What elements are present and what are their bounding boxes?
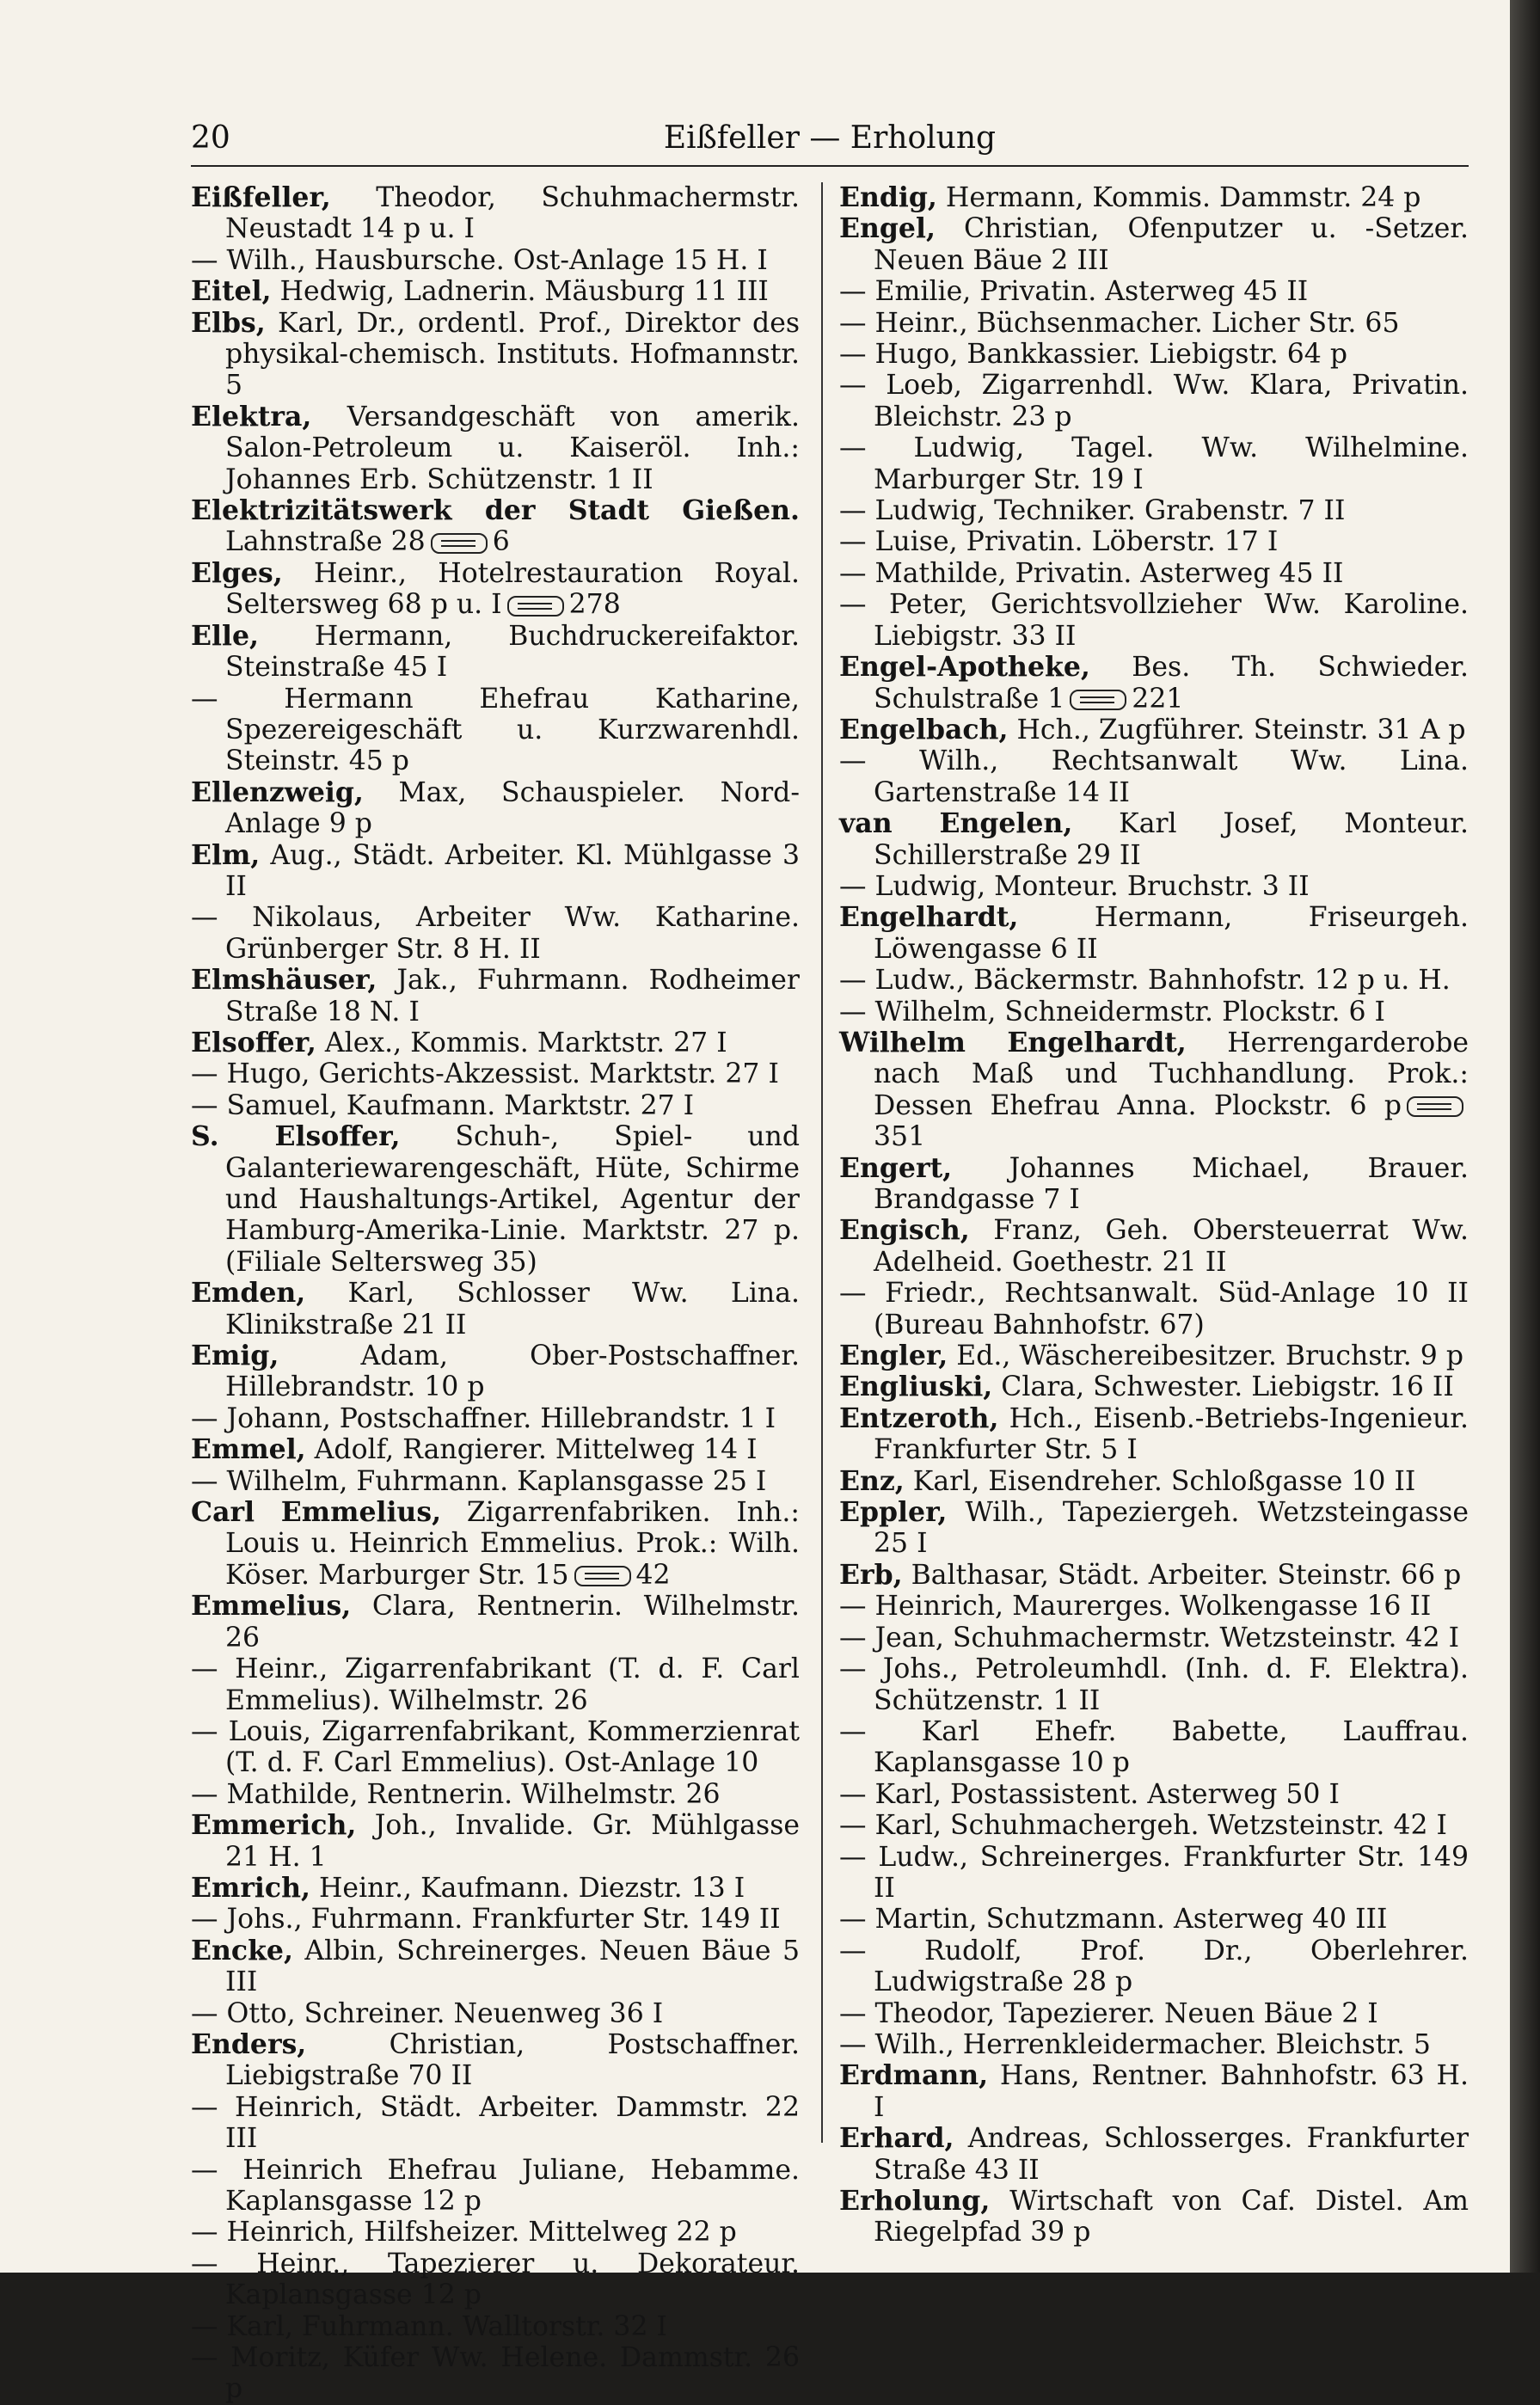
entry-details: — Johs., Petroleumhdl. (Inh. d. F. Elektra). Schützenstr. 1 II xyxy=(839,1653,1469,1716)
entry-details: Zigarrenfabriken. Inh.: Louis u. Heinrich Emmelius. Prok.: Wilh. Köser. Marburger Str. 15 xyxy=(225,1497,800,1591)
entry-details: Karl Josef, Monteur. Schillerstraße 29 II xyxy=(874,808,1469,871)
entry-name: Engelbach, xyxy=(839,713,1009,745)
entry-details: Hch., Zugführer. Steinstr. 31 A p xyxy=(1008,714,1466,745)
entry-name: Elbs, xyxy=(191,306,266,339)
phone-number: 42 xyxy=(635,1559,671,1591)
entry-details: Karl, Dr., ordentl. Prof., Direktor des physikal-chemisch. Instituts. Hofmannstr. 5 xyxy=(225,307,800,402)
entry-name: Elektrizitätswerk der Stadt Gießen. xyxy=(191,494,800,527)
entry-details: — Nikolaus, Arbeiter Ww. Katharine. Grünberger Str. 8 H. II xyxy=(191,902,800,965)
entry-details: Schuh-, Spiel- und Galanteriewarengeschäft, Hüte, Schirme und Haushaltungs-Artikel, Agentur der Hamburg-Amerika-Linie. Marktstr. 27 p. (Filiale Seltersweg 35) xyxy=(225,1121,800,1278)
entry-name: Elle, xyxy=(191,619,259,652)
entry-name: Elsoffer, xyxy=(191,1026,316,1058)
entry-details: — Johann, Postschaffner. Hillebrandstr. 1 I xyxy=(191,1402,776,1434)
directory-entry xyxy=(839,1466,1469,1497)
directory-entry xyxy=(191,1779,800,1810)
directory-entry xyxy=(191,1434,800,1465)
entry-details: — Loeb, Zigarrenhdl. Ww. Klara, Privatin. Bleichstr. 23 p xyxy=(839,370,1469,433)
directory-entry xyxy=(839,526,1469,557)
entry-details: — Rudolf, Prof. Dr., Oberlehrer. Ludwigstraße 28 p xyxy=(839,1935,1469,1998)
directory-entry xyxy=(839,1653,1469,1716)
directory-entry xyxy=(839,1716,1469,1779)
entry-details: — Jean, Schuhmachermstr. Wetzsteinstr. 42 I xyxy=(839,1622,1460,1653)
entry-details: Hermann, Friseurgeh. Löwengasse 6 II xyxy=(874,902,1469,965)
directory-entry xyxy=(839,1560,1469,1591)
directory-entry xyxy=(191,2029,800,2092)
entry-details: — Karl, Fuhrmann. Walltorstr. 32 I xyxy=(191,2310,667,2342)
entry-details: Karl, Schlosser Ww. Lina. Klinikstraße 21 II xyxy=(225,1278,800,1341)
entry-details: — Wilh., Rechtsanwalt Ww. Lina. Gartenstraße 14 II xyxy=(839,745,1469,808)
directory-entry xyxy=(839,1936,1469,1998)
directory-entry xyxy=(191,1810,800,1873)
entry-details: — Moritz, Küfer Ww. Helene. Dammstr. 26 p xyxy=(191,2342,800,2405)
directory-entry xyxy=(191,1873,800,1904)
entry-details: Clara, Schwester. Liebigstr. 16 II xyxy=(992,1371,1454,1403)
entry-name: Eißfeller, xyxy=(191,181,331,213)
entry-details: — Ludw., Bäckermstr. Bahnhofstr. 12 p u. H. xyxy=(839,965,1451,997)
entry-details: — Wilh., Herrenkleidermacher. Bleichstr. 5 xyxy=(839,2028,1431,2060)
entry-details: Aug., Städt. Arbeiter. Kl. Mühlgasse 3 II xyxy=(225,839,800,902)
entry-details: Wilh., Tapeziergeh. Wetzsteingasse 25 I xyxy=(874,1497,1469,1560)
entry-details: — Heinrich, Maurerges. Wolkengasse 16 II xyxy=(839,1591,1432,1623)
directory-entry xyxy=(839,1623,1469,1653)
entry-name: Elm, xyxy=(191,838,261,871)
directory-entry xyxy=(191,1121,800,1278)
directory-entry xyxy=(191,2092,800,2155)
directory-entry xyxy=(191,1904,800,1935)
entry-details: Wirtschaft von Caf. Distel. Am Riegelpfad 39 p xyxy=(874,2186,1469,2249)
telephone-icon xyxy=(431,533,488,554)
entry-name: Emmel, xyxy=(191,1433,306,1466)
directory-entry xyxy=(839,2029,1469,2060)
telephone-icon xyxy=(574,1566,631,1586)
right-column xyxy=(839,182,1469,2249)
entry-details: — Wilh., Hausbursche. Ost-Anlage 15 H. I xyxy=(191,244,768,276)
entry-name: Encke, xyxy=(191,1934,293,1966)
entry-details: — Heinrich, Städt. Arbeiter. Dammstr. 22 III xyxy=(191,2091,800,2155)
entry-name: Elmshäuser, xyxy=(191,964,377,997)
entry-details: — Hugo, Bankkassier. Liebigstr. 64 p xyxy=(839,339,1348,371)
entry-name: Elektra, xyxy=(191,400,312,433)
directory-entry xyxy=(839,715,1469,745)
entry-details: Herrengarderobe nach Maß und Tuchhandlung. Prok.: Dessen Ehefrau Anna. Plockstr. 6 p xyxy=(874,1027,1469,1121)
entry-details: Hermann, Buchdruckereifaktor. Steinstraße 45 I xyxy=(225,620,800,684)
directory-entry xyxy=(191,1090,800,1121)
entry-name: Entzeroth, xyxy=(839,1402,999,1434)
entry-name: Erdmann, xyxy=(839,2059,989,2092)
entry-details: Hch., Eisenb.-Betriebs-Ingenieur. Frankfurter Str. 5 I xyxy=(874,1402,1469,1466)
directory-entry xyxy=(839,558,1469,589)
directory-entry xyxy=(839,2123,1469,2186)
directory-entry xyxy=(839,1278,1469,1341)
entry-name: Erhard, xyxy=(839,2122,954,2155)
directory-entry xyxy=(839,808,1469,871)
directory-entry xyxy=(839,871,1469,902)
directory-entry xyxy=(191,276,800,307)
directory-entry xyxy=(839,276,1469,307)
directory-entry xyxy=(191,245,800,276)
directory-entry xyxy=(839,1998,1469,2029)
entry-name: Eitel, xyxy=(191,275,272,308)
directory-entry xyxy=(191,1466,800,1497)
phone-number: 221 xyxy=(1132,683,1184,715)
directory-entry xyxy=(839,433,1469,495)
entry-name: Emrich, xyxy=(191,1871,310,1904)
entry-details: — Karl, Postassistent. Asterweg 50 I xyxy=(839,1778,1340,1810)
entry-name: S. Elsoffer, xyxy=(191,1120,401,1153)
directory-entry xyxy=(839,1341,1469,1371)
entry-details: Hedwig, Ladnerin. Mäusburg 11 III xyxy=(271,276,769,308)
entry-details: Jak., Fuhrmann. Rodheimer Straße 18 N. I xyxy=(225,965,800,1028)
entry-details: — Heinr., Büchsenmacher. Licher Str. 65 xyxy=(839,307,1400,339)
directory-entry xyxy=(191,840,800,903)
directory-entry xyxy=(191,1998,800,2029)
entry-details: Adam, Ober-Postschaffner. Hillebrandstr. 10 p xyxy=(225,1341,800,1403)
directory-entry xyxy=(191,621,800,684)
directory-entry xyxy=(839,1497,1469,1560)
entry-details: Johannes Michael, Brauer. Brandgasse 7 I xyxy=(874,1152,1469,1215)
entry-details: Hans, Rentner. Bahnhofstr. 63 H. I xyxy=(874,2060,1469,2123)
directory-entry xyxy=(839,1904,1469,1935)
directory-entry xyxy=(839,2186,1469,2249)
entry-details: Lahnstraße 28 xyxy=(225,526,426,558)
entry-details: — Heinr., Tapezierer u. Dekorateur. Kaplansgasse 12 p xyxy=(191,2248,800,2311)
left-column xyxy=(191,182,800,2405)
phone-number: 351 xyxy=(874,1121,926,1153)
entry-details: Versandgeschäft von amerik. Salon-Petroleum u. Kaiseröl. Inh.: Johannes Erb. Schützenstr. 1 II xyxy=(225,401,800,495)
entry-name: Engisch, xyxy=(839,1214,970,1247)
entry-details: Franz, Geh. Obersteuerrat Ww. Adelheid. Goethestr. 21 II xyxy=(874,1215,1469,1278)
directory-entry xyxy=(191,902,800,965)
directory-entry xyxy=(191,1716,800,1779)
directory-entry xyxy=(191,1591,800,1653)
directory-entry xyxy=(839,1028,1469,1153)
telephone-icon xyxy=(1407,1096,1463,1117)
directory-entry xyxy=(191,1028,800,1058)
entry-details: — Karl, Schuhmachergeh. Wetzsteinstr. 42 I xyxy=(839,1810,1447,1842)
entry-name: Enz, xyxy=(839,1464,905,1497)
directory-entry xyxy=(191,558,800,621)
directory-entry xyxy=(191,1341,800,1403)
book-spine xyxy=(1510,0,1540,2273)
page-number: 20 xyxy=(191,120,230,156)
directory-entry xyxy=(191,1058,800,1089)
entry-details: — Otto, Schreiner. Neuenweg 36 I xyxy=(191,1997,664,2029)
entry-details: Hermann, Kommis. Dammstr. 24 p xyxy=(936,182,1421,213)
entry-name: Engel, xyxy=(839,212,936,245)
entry-details: — Johs., Fuhrmann. Frankfurter Str. 149 II xyxy=(191,1904,781,1936)
directory-entry xyxy=(191,2249,800,2311)
page-title: Eißfeller — Erholung xyxy=(663,120,997,156)
entry-details: — Luise, Privatin. Löberstr. 17 I xyxy=(839,526,1279,558)
directory-entry xyxy=(839,495,1469,526)
directory-entry xyxy=(191,182,800,245)
directory-entry xyxy=(839,902,1469,965)
phone-number: 278 xyxy=(568,589,621,621)
entry-details: Ed., Wäschereibesitzer. Bruchstr. 9 p xyxy=(948,1341,1464,1372)
page-header xyxy=(191,120,1469,163)
entry-details: — Friedr., Rechtsanwalt. Süd-Anlage 10 II (Bureau Bahnhofstr. 67) xyxy=(839,1278,1469,1341)
directory-entry xyxy=(191,308,800,402)
entry-name: Engert, xyxy=(839,1151,953,1184)
directory-entry xyxy=(191,2342,800,2405)
directory-entry xyxy=(191,684,800,777)
directory-entry xyxy=(839,1591,1469,1622)
directory-entry xyxy=(191,1497,800,1591)
directory-entry xyxy=(839,308,1469,339)
directory-entry xyxy=(191,402,800,495)
directory-entry xyxy=(191,1936,800,1998)
directory-entry xyxy=(839,745,1469,808)
entry-details: — Wilhelm, Schneidermstr. Plockstr. 6 I xyxy=(839,996,1385,1028)
entry-details: Christian, Ofenputzer u. -Setzer. Neuen Bäue 2 III xyxy=(874,213,1469,276)
entry-details: Max, Schauspieler. Nord-Anlage 9 p xyxy=(225,776,800,840)
entry-name: Ellenzweig, xyxy=(191,776,364,808)
directory-entry xyxy=(839,370,1469,433)
entry-details: — Samuel, Kaufmann. Marktstr. 27 I xyxy=(191,1089,695,1121)
entry-name: Engler, xyxy=(839,1340,948,1372)
entry-details: Alex., Kommis. Marktstr. 27 I xyxy=(316,1027,727,1058)
phone-number: 6 xyxy=(492,526,510,558)
entry-details: Theodor, Schuhmachermstr. Neustadt 14 p u. I xyxy=(225,182,800,245)
entry-name: Endig, xyxy=(839,181,937,213)
entry-name: Emden, xyxy=(191,1277,306,1310)
entry-details: Karl, Eisendreher. Schloßgasse 10 II xyxy=(904,1465,1416,1497)
column-divider xyxy=(821,182,823,2143)
entry-details: — Mathilde, Privatin. Asterweg 45 II xyxy=(839,557,1344,589)
directory-entry xyxy=(839,1371,1469,1402)
entry-details: Bes. Th. Schwieder. Schulstraße 1 xyxy=(874,652,1469,715)
directory-entry xyxy=(839,1779,1469,1810)
entry-name: Emmelius, xyxy=(191,1590,352,1623)
entry-details: — Theodor, Tapezierer. Neuen Bäue 2 I xyxy=(839,1997,1378,2029)
entry-details: — Mathilde, Rentnerin. Wilhelmstr. 26 xyxy=(191,1778,721,1810)
entry-details: Albin, Schreinerges. Neuen Bäue 5 III xyxy=(225,1935,800,1998)
entry-details: — Ludwig, Monteur. Bruchstr. 3 II xyxy=(839,870,1310,902)
entry-name: Engliuski, xyxy=(839,1371,993,1403)
entry-name: Erholung, xyxy=(839,2185,991,2217)
entry-details: — Ludw., Schreinerges. Frankfurter Str. 149 II xyxy=(839,1841,1469,1904)
entry-details: — Heinrich Ehefrau Juliane, Hebamme. Kaplansgasse 12 p xyxy=(191,2154,800,2217)
directory-entry xyxy=(191,965,800,1028)
directory-entry xyxy=(839,1215,1469,1278)
entry-details: — Louis, Zigarrenfabrikant, Kommerzienrat (T. d. F. Carl Emmelius). Ost-Anlage 10 xyxy=(191,1715,800,1779)
entry-details: Andreas, Schlosserges. Frankfurter Straße 43 II xyxy=(874,2123,1469,2186)
entry-details: — Hermann Ehefrau Katharine, Spezereigeschäft u. Kurzwarenhdl. Steinstr. 45 p xyxy=(191,683,800,777)
entry-details: Balthasar, Städt. Arbeiter. Steinstr. 66 p xyxy=(902,1559,1462,1591)
directory-entry xyxy=(191,2217,800,2248)
directory-entry xyxy=(191,777,800,840)
entry-details: — Ludwig, Tagel. Ww. Wilhelmine. Marburger Str. 19 I xyxy=(839,433,1469,495)
directory-entry xyxy=(191,2311,800,2342)
entry-name: Enders, xyxy=(191,2028,307,2060)
entry-details: Christian, Postschaffner. Liebigstraße 70 II xyxy=(225,2028,800,2092)
directory-entry xyxy=(839,1842,1469,1905)
entry-details: Heinr., Hotelrestauration Royal. Seltersweg 68 p u. I xyxy=(225,557,800,621)
entry-name: van Engelen, xyxy=(839,807,1073,840)
directory-entry xyxy=(839,589,1469,652)
entry-details: — Hugo, Gerichts-Akzessist. Marktstr. 27 I xyxy=(191,1058,779,1090)
directory-entry xyxy=(839,182,1469,213)
entry-details: — Martin, Schutzmann. Asterweg 40 III xyxy=(839,1904,1388,1936)
directory-entry xyxy=(839,1153,1469,1216)
directory-entry xyxy=(191,2155,800,2218)
entry-name: Carl Emmelius, xyxy=(191,1496,442,1529)
entry-name: Emig, xyxy=(191,1340,279,1372)
directory-entry xyxy=(839,1403,1469,1466)
entry-details: — Emilie, Privatin. Asterweg 45 II xyxy=(839,276,1309,308)
entry-details: — Heinr., Zigarrenfabrikant (T. d. F. Carl Emmelius). Wilhelmstr. 26 xyxy=(191,1653,800,1716)
telephone-icon xyxy=(1070,690,1126,710)
directory-entry xyxy=(191,1278,800,1341)
entry-details: Clara, Rentnerin. Wilhelmstr. 26 xyxy=(225,1591,800,1653)
entry-details: Joh., Invalide. Gr. Mühlgasse 21 H. 1 xyxy=(225,1810,800,1873)
entry-name: Engel-Apotheke, xyxy=(839,651,1090,684)
header-rule xyxy=(191,165,1469,167)
directory-entry xyxy=(191,1403,800,1434)
telephone-icon xyxy=(507,596,564,617)
entry-details: Heinr., Kaufmann. Diezstr. 13 I xyxy=(310,1872,745,1904)
entry-name: Wilhelm Engelhardt, xyxy=(839,1026,1187,1058)
directory-entry xyxy=(839,339,1469,370)
entry-name: Erb, xyxy=(839,1558,903,1591)
directory-entry xyxy=(191,1653,800,1716)
entry-details: — Ludwig, Techniker. Grabenstr. 7 II xyxy=(839,495,1346,527)
directory-entry xyxy=(839,652,1469,715)
directory-entry xyxy=(839,997,1469,1028)
directory-entry xyxy=(839,2060,1469,2123)
entry-details: Adolf, Rangierer. Mittelweg 14 I xyxy=(305,1434,758,1466)
entry-details: — Heinrich, Hilfsheizer. Mittelweg 22 p xyxy=(191,2217,737,2249)
entry-details: — Wilhelm, Fuhrmann. Kaplansgasse 25 I xyxy=(191,1465,767,1497)
entry-details: — Peter, Gerichtsvollzieher Ww. Karoline. Liebigstr. 33 II xyxy=(839,589,1469,652)
entry-details: — Karl Ehefr. Babette, Lauffrau. Kaplansgasse 10 p xyxy=(839,1715,1469,1779)
entry-name: Emmerich, xyxy=(191,1809,357,1842)
directory-entry xyxy=(839,965,1469,996)
entry-name: Eppler, xyxy=(839,1496,948,1529)
directory-entry xyxy=(191,495,800,558)
entry-name: Engelhardt, xyxy=(839,901,1019,934)
directory-entry xyxy=(839,1810,1469,1841)
directory-entry xyxy=(839,213,1469,276)
entry-name: Elges, xyxy=(191,556,283,589)
